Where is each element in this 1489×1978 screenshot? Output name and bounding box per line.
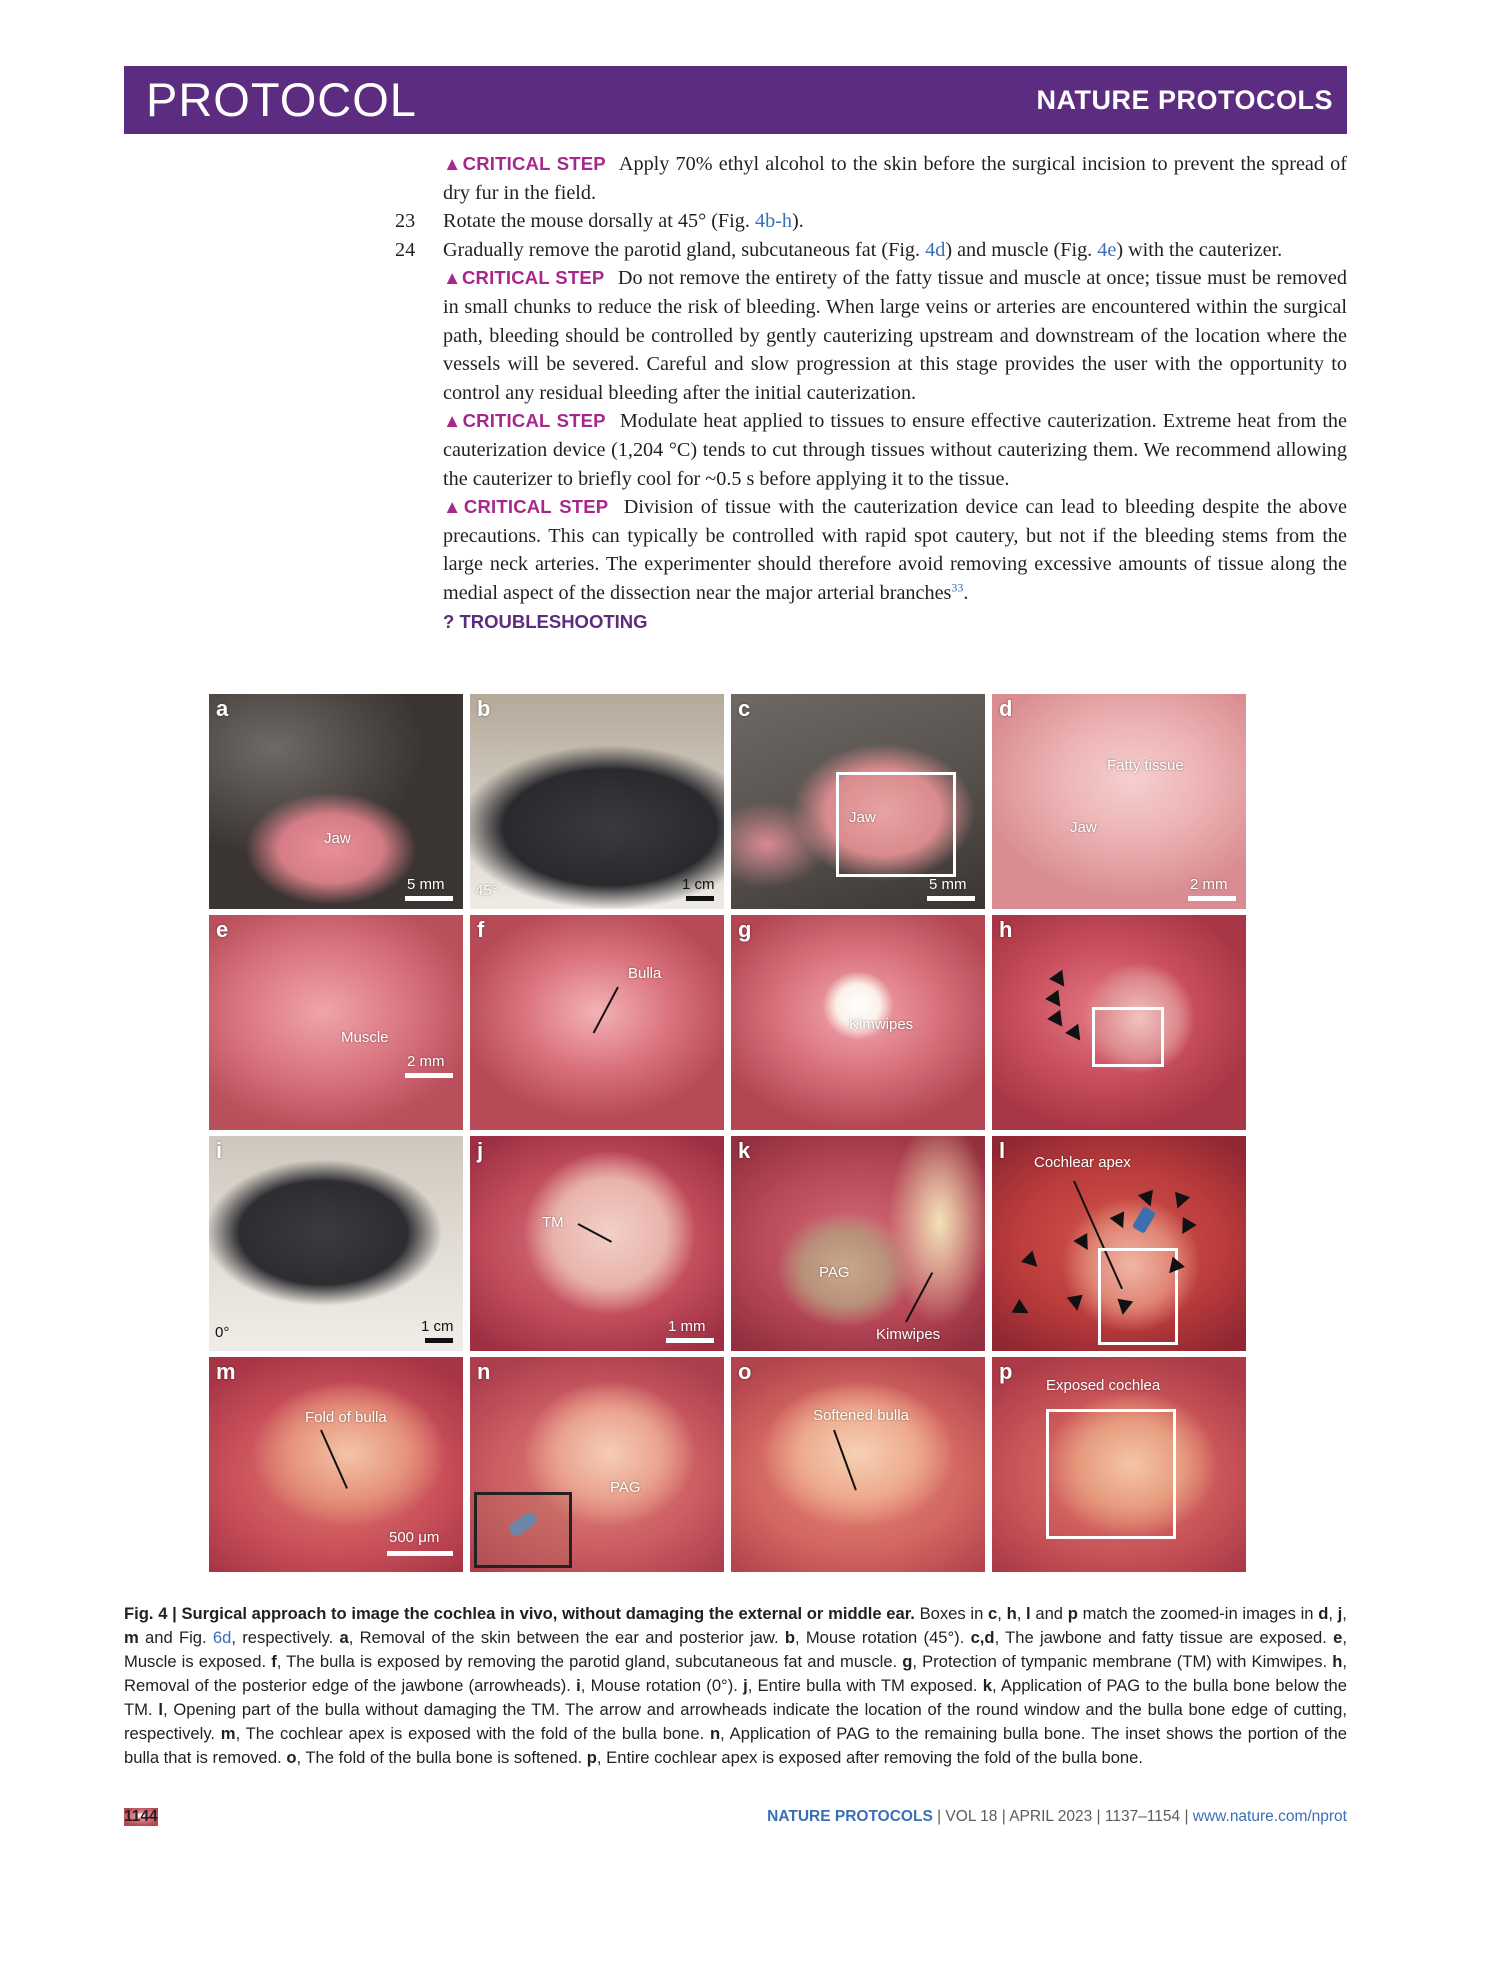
scale-bar (387, 1551, 453, 1556)
caption-text: , Mouse rotation (45°). (794, 1628, 971, 1647)
round-window-arrow (1132, 1206, 1156, 1234)
panel-letter: o (738, 1359, 752, 1384)
label-muscle: Muscle (341, 1029, 389, 1046)
caption-text: , Removal of the posterior edge of the jawbone (arrowheads). (124, 1652, 1347, 1695)
scale-bar (405, 896, 453, 901)
caption-text: , Removal of the skin between the ear and posterior jaw. (348, 1628, 785, 1647)
panel-letter: c (738, 696, 751, 721)
scale-label: 2 mm (407, 1053, 445, 1070)
caption-text: , Application of PAG to the bulla bone below the TM. (124, 1676, 1347, 1719)
figure-ref-link[interactable]: 4e (1097, 238, 1117, 261)
critical-step-chunks (395, 264, 1347, 407)
critical-step-label: ▲CRITICAL STEP (443, 410, 606, 432)
panel-j (470, 1136, 724, 1351)
journal-name: NATURE PROTOCOLS (767, 1808, 933, 1825)
label-jaw: Jaw (1070, 819, 1097, 836)
arrowhead (1073, 1233, 1094, 1254)
page-footer (124, 1808, 1347, 1832)
zoom-box (1046, 1409, 1176, 1539)
caption-text: , The bulla is exposed by removing the parotid gland, subcutaneous fat and muscle. (276, 1652, 903, 1671)
figure-ref-link[interactable]: 4d (925, 238, 946, 261)
caption-text: Boxes in (914, 1604, 989, 1623)
panel-a (209, 694, 463, 909)
step-text: ) with the cauterizer. (1116, 238, 1283, 261)
critical-step-label: ▲CRITICAL STEP (443, 496, 609, 518)
pointer-line (578, 1223, 612, 1243)
label-kimwipes: Kimwipes (849, 1016, 914, 1033)
panel-ref: j (743, 1676, 748, 1695)
zoom-box (1092, 1007, 1164, 1067)
label-softened-bulla: Softened bulla (813, 1407, 909, 1424)
label-pag: PAG (819, 1264, 850, 1281)
panel-d (992, 694, 1246, 909)
critical-step-bleeding (395, 493, 1347, 607)
panel-ref: n (710, 1724, 721, 1743)
label-exposed-cochlea: Exposed cochlea (1046, 1377, 1161, 1394)
arrowhead (1045, 990, 1067, 1011)
panel-letter: l (999, 1138, 1006, 1163)
figure-4-grid (209, 694, 1248, 1573)
caption-text: , Muscle is exposed. (124, 1628, 1347, 1671)
step-text: Gradually remove the parotid gland, subcutaneous fat (Fig. (443, 238, 926, 261)
page-number: 1144 (124, 1808, 158, 1825)
figure-caption: Fig. 4 | Surgical approach to image the cochlea in vivo, without damaging the external or middle ear. Boxes in c, h, l and p match the zoomed-in images in d, j, m and Fig. 6d, respectively. a, Removal of the skin between the ear and posterior jaw. b, Mouse rotation (45°). c,d, The jawbone and fatty tissue are exposed. e, Muscle is exposed. f, The bulla is exposed by removing the parotid gland, subcutaneous fat and muscle. g, Protection of tympanic membrane (TM) with Kimwipes. h, Removal of the posterior edge of the jawbone (arrowheads). i, Mouse rotation (0°). j, Entire bulla with TM exposed. k, Application of PAG to the bulla bone below the TM. l, Opening part of the bulla without damaging the TM. The arrow and arrowheads indicate the location of the round window and the bulla bone edge of cutting, respectively. m, The cochlear apex is exposed with the fold of the bulla bone. n, Application of PAG to the remaining bulla bone. The inset shows the portion of the bulla that is removed. o, The fold of the bulla bone is softened. p, Entire cochlear apex is exposed after removing the fold of the bulla bone. (124, 1604, 1348, 1767)
panel-k (731, 1136, 985, 1351)
scale-label: 5 mm (929, 876, 967, 893)
scale-label: 5 mm (407, 876, 445, 893)
arrowhead (1170, 1192, 1190, 1212)
step-text: Rotate the mouse dorsally at 45° (Fig. (443, 210, 755, 233)
protocol-steps (395, 150, 1347, 636)
panel-ref: m (124, 1628, 139, 1647)
scale-bar (1188, 896, 1236, 901)
panel-ref: g (902, 1652, 913, 1671)
panel-ref: l (158, 1700, 163, 1719)
arrowhead (1047, 1010, 1069, 1031)
critical-step-label: ▲CRITICAL STEP (443, 153, 606, 174)
journal-url-link[interactable]: www.nature.com/nprot (1192, 1808, 1347, 1825)
caption-text: , Opening part of the bulla without damaging the TM. The arrow and arrowheads indicate the location of the round window and the bulla bone edge of cutting, respectively. (124, 1700, 1347, 1743)
arrowhead (1115, 1299, 1133, 1317)
panel-ref: c,d (970, 1628, 995, 1647)
panel-ref: b (784, 1628, 795, 1647)
arrowhead (1138, 1190, 1158, 1210)
panel-ref: c (988, 1604, 998, 1623)
journal-info (767, 1808, 1347, 1826)
panel-p (992, 1357, 1246, 1572)
label-bulla: Bulla (628, 965, 662, 982)
critical-step-text: Division of tissue with the cauterization device can lead to bleeding despite the above precautions. This can typically be controlled with rapid spot cautery, but not if the bleeding stems from the large neck arteries. The experimenter should therefore avoid removing excessive amounts of tissue along the medial aspect of the dissection near the major arterial branches (443, 496, 1347, 604)
scale-label: 1 cm (682, 876, 715, 893)
critical-step-alcohol (395, 150, 1347, 207)
pointer-line (320, 1430, 348, 1489)
panel-ref: h (1332, 1652, 1343, 1671)
critical-step-text: Do not remove the entirety of the fatty tissue and muscle at once; tissue must be removed in small chunks to reduce the risk of bleeding. When large veins or arteries are encountered within the surgical path, bleeding should be controlled by gently cauterizing upstream and downstream of the location where the vessels will be severed. Careful and slow progression at this stage provides the user with the opportunity to control any residual bleeding after the initial cauterization. (443, 267, 1347, 404)
journal-header-bar (124, 66, 1347, 134)
arrowhead (1110, 1211, 1131, 1231)
caption-text: , The cochlear apex is exposed with the fold of the bulla bone. (235, 1724, 711, 1743)
panel-l (992, 1136, 1246, 1351)
panel-ref: a (339, 1628, 349, 1647)
panel-n (470, 1357, 724, 1572)
caption-text: match the zoomed-in images in (1077, 1604, 1319, 1623)
panel-letter: p (999, 1359, 1013, 1384)
panel-ref: h (1006, 1604, 1017, 1623)
panel-ref: p (1067, 1604, 1078, 1623)
panel-ref: d (1318, 1604, 1329, 1623)
label-jaw: Jaw (324, 830, 351, 847)
caption-title: Fig. 4 | Surgical approach to image the cochlea in vivo, without damaging the external or middle ear. (124, 1604, 915, 1623)
step-number: 24 (395, 238, 416, 261)
scale-label: 1 cm (421, 1318, 454, 1335)
panel-i (209, 1136, 463, 1351)
panel-ref: m (220, 1724, 236, 1743)
label-tm: TM (542, 1214, 564, 1231)
caption-text: , Protection of tympanic membrane (TM) with Kimwipes. (912, 1652, 1333, 1671)
panel-letter: k (738, 1138, 751, 1163)
panel-ref: p (586, 1748, 597, 1767)
panel-letter: e (216, 917, 229, 942)
step-23 (395, 207, 1347, 236)
panel-letter: n (477, 1359, 491, 1384)
caption-text: and Fig. (138, 1628, 213, 1647)
label-jaw: Jaw (849, 809, 876, 826)
scale-label: 500 μm (389, 1529, 440, 1546)
panel-ref: j (1337, 1604, 1343, 1623)
arrowhead (1175, 1217, 1196, 1238)
caption-text: , The fold of the bulla bone is softened. (296, 1748, 587, 1767)
panel-letter: g (738, 917, 752, 942)
panel-letter: i (216, 1138, 223, 1163)
label-cochlear-apex: Cochlear apex (1034, 1154, 1131, 1171)
arrowhead (1067, 1295, 1085, 1313)
rotation-angle: 45° (475, 882, 498, 899)
step-text: . (963, 581, 969, 604)
label-kimwipes: Kimwipes (876, 1326, 941, 1343)
rotation-angle: 0° (215, 1324, 230, 1341)
panel-letter: h (999, 917, 1013, 942)
caption-text: , Entire cochlear apex is exposed after removing the fold of the bulla bone. (596, 1748, 1144, 1767)
panel-e (209, 915, 463, 1130)
panel-letter: b (477, 696, 491, 721)
step-24 (395, 236, 1347, 265)
scale-label: 1 mm (668, 1318, 706, 1335)
issue-details: | VOL 18 | APRIL 2023 | 1137–1154 | (932, 1808, 1193, 1825)
figure-ref-link[interactable]: 6d (212, 1628, 232, 1647)
citation-link[interactable]: 33 (951, 580, 964, 595)
scale-bar (425, 1338, 453, 1343)
section-title: PROTOCOL (146, 73, 417, 126)
critical-step-text: Apply 70% ethyl alcohol to the skin before the surgical incision to prevent the spread of dry fur in the field. (443, 153, 1347, 204)
caption-text: , Application of PAG to the remaining bulla bone. The inset shows the portion of the bulla that is removed. (124, 1724, 1348, 1767)
scale-label: 2 mm (1190, 876, 1228, 893)
caption-text: , Entire bulla with TM exposed. (747, 1676, 983, 1695)
label-fold-of-bulla: Fold of bulla (305, 1409, 387, 1426)
panel-o (731, 1357, 985, 1572)
troubleshooting (395, 608, 1347, 637)
panel-g (731, 915, 985, 1130)
critical-step-text: Modulate heat applied to tissues to ensure effective cauterization. Extreme heat from the cauterization device (1,204 °C) tends to cut through tissues without cauterizing them. We recommend allowing the cauterizer to briefly cool for ~0.5 s before applying it to the tissue. (443, 410, 1347, 490)
arrowhead (1012, 1299, 1033, 1320)
pointer-line (905, 1272, 933, 1322)
scale-bar (666, 1338, 714, 1343)
panel-ref: o (286, 1748, 297, 1767)
step-text: ). (791, 210, 804, 233)
caption-text: , The jawbone and fatty tissue are exposed. (994, 1628, 1334, 1647)
arrowhead (1049, 970, 1071, 991)
panel-f (470, 915, 724, 1130)
panel-ref: e (1333, 1628, 1343, 1647)
pointer-line (833, 1430, 857, 1491)
arrowhead (1021, 1251, 1043, 1273)
panel-ref: k (982, 1676, 992, 1695)
step-text: ) and muscle (Fig. (945, 238, 1098, 261)
caption-text: , respectively. (231, 1628, 340, 1647)
journal-name: NATURE PROTOCOLS (1036, 85, 1333, 115)
label-fatty-tissue: Fatty tissue (1107, 757, 1184, 774)
panel-h (992, 915, 1246, 1130)
panel-letter: j (477, 1138, 484, 1163)
critical-step-heat (395, 407, 1347, 493)
panel-letter: f (477, 917, 485, 942)
critical-step-label: ▲CRITICAL STEP (443, 267, 605, 289)
panel-ref: i (576, 1676, 581, 1695)
step-number: 23 (395, 210, 416, 233)
panel-letter: m (216, 1359, 236, 1384)
arrowhead (1065, 1024, 1087, 1045)
panel-letter: a (216, 696, 229, 721)
figure-ref-link[interactable]: 4b-h (754, 210, 792, 233)
panel-b (470, 694, 724, 909)
scale-bar (927, 896, 975, 901)
panel-ref: f (271, 1652, 277, 1671)
caption-text: , Mouse rotation (0°). (580, 1676, 744, 1695)
label-pag: PAG (610, 1479, 641, 1496)
panel-letter: d (999, 696, 1013, 721)
scale-bar (686, 896, 714, 901)
scale-bar (405, 1073, 453, 1078)
panel-ref: l (1026, 1604, 1031, 1623)
panel-m (209, 1357, 463, 1572)
panel-c (731, 694, 985, 909)
pointer-line (593, 987, 619, 1034)
troubleshooting-link[interactable]: ? TROUBLESHOOTING (443, 610, 648, 632)
